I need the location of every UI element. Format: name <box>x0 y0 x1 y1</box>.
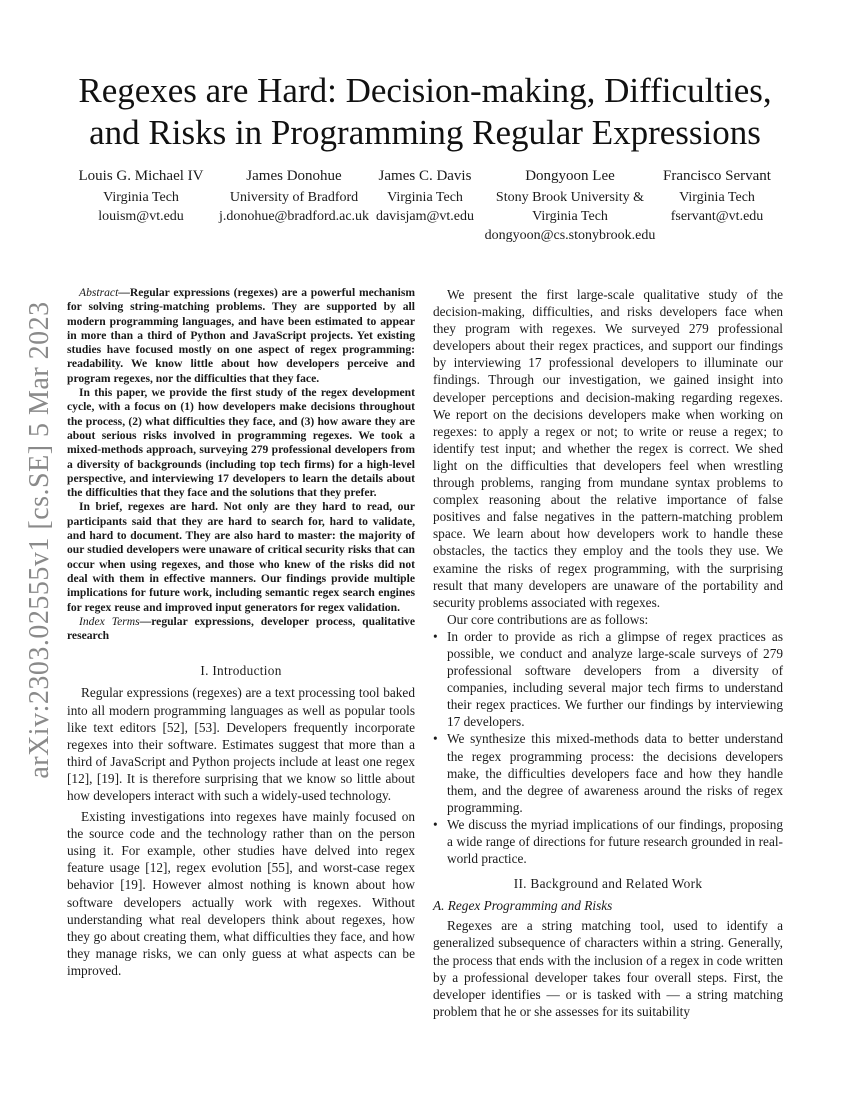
author-name: Dongyoon Lee <box>525 168 615 184</box>
contributions-intro: Our core contributions are as follows: <box>447 611 649 627</box>
author-email: j.donohue@bradford.ac.uk <box>218 209 370 224</box>
author-affiliation: University of Bradford <box>229 190 359 205</box>
intro-paragraph-1: Regular expressions (regexes) are a text processing tool baked into all modern programming languages as well as popular tools like text editors [52], [53]. Developers frequently incorporate regexes into their software. Estimates suggest that more than a third of JavaScript and Python projects include at least one regex [12], [19]. It is therefore surprising that we know so little about how developers interact with such a widely-used technology. <box>67 685 415 803</box>
subsection-heading: A. Regex Programming and Risks <box>433 898 613 914</box>
author-name: Louis G. Michael IV <box>78 168 204 184</box>
author-name: James Donohue <box>246 168 342 184</box>
author-2 <box>212 166 376 226</box>
author-3 <box>366 166 484 226</box>
author-email: louism@vt.edu <box>98 209 184 224</box>
author-email: davisjam@vt.edu <box>375 209 475 224</box>
author-affiliation-2: Virginia Tech <box>532 209 608 224</box>
abstract-paragraph-1: Abstract—Regular expressions (regexes) are a powerful mechanism for solving string-matching problems. They are supported by all modern programming languages, and have been estimated to appear in more than a third of Python and JavaScript projects. Yet existing studies have focused mostly on one aspect of regex programming: readability. We know little about how developers perceive and program regexes, nor the difficulties that they face. <box>67 286 415 385</box>
contribution-item: • We synthesize this mixed-methods data to better understand the regex programming process: the decisions developers make, the difficulties developers face and how they handle them, and the degree of awareness around the risks of regex programming. <box>433 730 783 815</box>
contribution-item: • We discuss the myriad implications of our findings, proposing a wide range of directions for future research grounded in real-world practice. <box>433 816 783 867</box>
author-email: dongyoon@cs.stonybrook.edu <box>484 228 656 243</box>
section-heading-background: II. Background and Related Work <box>513 876 703 892</box>
contribution-item: • In order to provide as rich a glimpse of regex practices as possible, we conduct and analyze large-scale surveys of 279 professional software developers from a diversity of companies, including several major tech firms to understand their regex practices. We further our findings by interviewing 17 developers. <box>433 628 783 731</box>
author-name: James C. Davis <box>378 168 472 184</box>
index-terms-label: Index Terms <box>79 614 140 628</box>
author-affiliation: Stony Brook University & <box>495 190 645 205</box>
right-paragraph-1: We present the first large-scale qualitative study of the decision-making, difficulties, and risks developers face when they program with regexes. We surveyed 279 professional developers about their regex practices, and support our findings by interviewing 17 professional developers to illuminate our findings. Through our investigation, we gained insight into developer perceptions and decision-making regarding regexes. We report on the decisions developers make when working on regexes: to apply a regex or not; to write or reuse a regex; to identify test input; and whether the regex is correct. We shed light on the difficulties that developers feel when wrestling through problems, ranging from mundane syntax problems to complex reasoning about the relative importance of false positives and false negatives in the pattern-matching problem space. We learn about how developers work to handle these obstacles, the tactics they employ and the tools they use. We examine the risks of regex programming, with the surprising result that many developers are unaware of the portability and security problems associated with regexes. <box>433 287 783 610</box>
abstract-paragraph-3: In brief, regexes are hard. Not only are they hard to read, our participants said that they are hard to search for, hard to validate, and hard to document. They are also hard to master: the majority of our studied developers were unaware of critical security risks that can occur when using regexes, and those who knew of the risks did not deal with them in effective manners. Our findings provide multiple implications for future work, including semantic regex search engines for regex reuse and improved input generators for regex validation. <box>67 500 415 614</box>
author-name: Francisco Servant <box>663 168 771 184</box>
paper-title: Regexes are Hard: Decision-making, Difficulties, and Risks in Programming Regular Expressions <box>78 71 772 152</box>
author-affiliation: Virginia Tech <box>387 190 463 205</box>
author-5 <box>652 166 782 226</box>
arxiv-id: arXiv:2303.02555v1 [cs.SE] 5 Mar 2023 <box>24 301 55 779</box>
author-affiliation: Virginia Tech <box>679 190 755 205</box>
author-4 <box>480 166 660 245</box>
index-terms: Index Terms—regular expressions, developer process, qualitative research <box>67 614 416 643</box>
author-email: fservant@vt.edu <box>670 209 764 224</box>
right-column <box>433 286 783 1020</box>
right-paragraph-3: Regexes are a string matching tool, used to identify a generalized subsequence of characters within a string. Generally, the process that ends with the inclusion of a regex in code written by a professional developer takes four overall steps. First, the developer identifies — or is tasked with — a string matching problem that he or she assesses for its suitability <box>433 918 783 1019</box>
section-heading-introduction: I. Introduction <box>200 663 282 679</box>
contribution-list <box>433 628 783 867</box>
intro-body <box>67 684 415 979</box>
author-affiliation: Virginia Tech <box>103 190 179 205</box>
intro-paragraph-2: Existing investigations into regexes have mainly focused on the source code and the technology rather than on the person using it. For example, other studies have delved into regex feature usage [12], regex evolution [55], and worst-case regex behavior [19]. However almost nothing is known about how software developers actually work with regexes. Without understanding what real developers think about regexes, how they go about creating them, what difficulties they face, and how they manage risks, we can only guess at what aspects can be improved. <box>67 809 415 978</box>
abstract-label: Abstract <box>79 286 119 299</box>
author-1 <box>62 166 220 226</box>
left-column <box>67 286 415 979</box>
abstract <box>67 286 415 643</box>
abstract-paragraph-2: In this paper, we provide the first study of the regex development cycle, with a focus on (1) how developers make decisions throughout the process, (2) what difficulties they face, and (3) how aware they are about serious risks involved in programming regexes. We took a mixed-methods approach, surveying 279 professional developers from a diversity of backgrounds (including top tech firms) for a high-level perspective, and interviewing 17 developers to learn the details about the difficulties that they face and the solutions that they prefer. <box>67 386 415 500</box>
arxiv-watermark <box>10 300 70 780</box>
